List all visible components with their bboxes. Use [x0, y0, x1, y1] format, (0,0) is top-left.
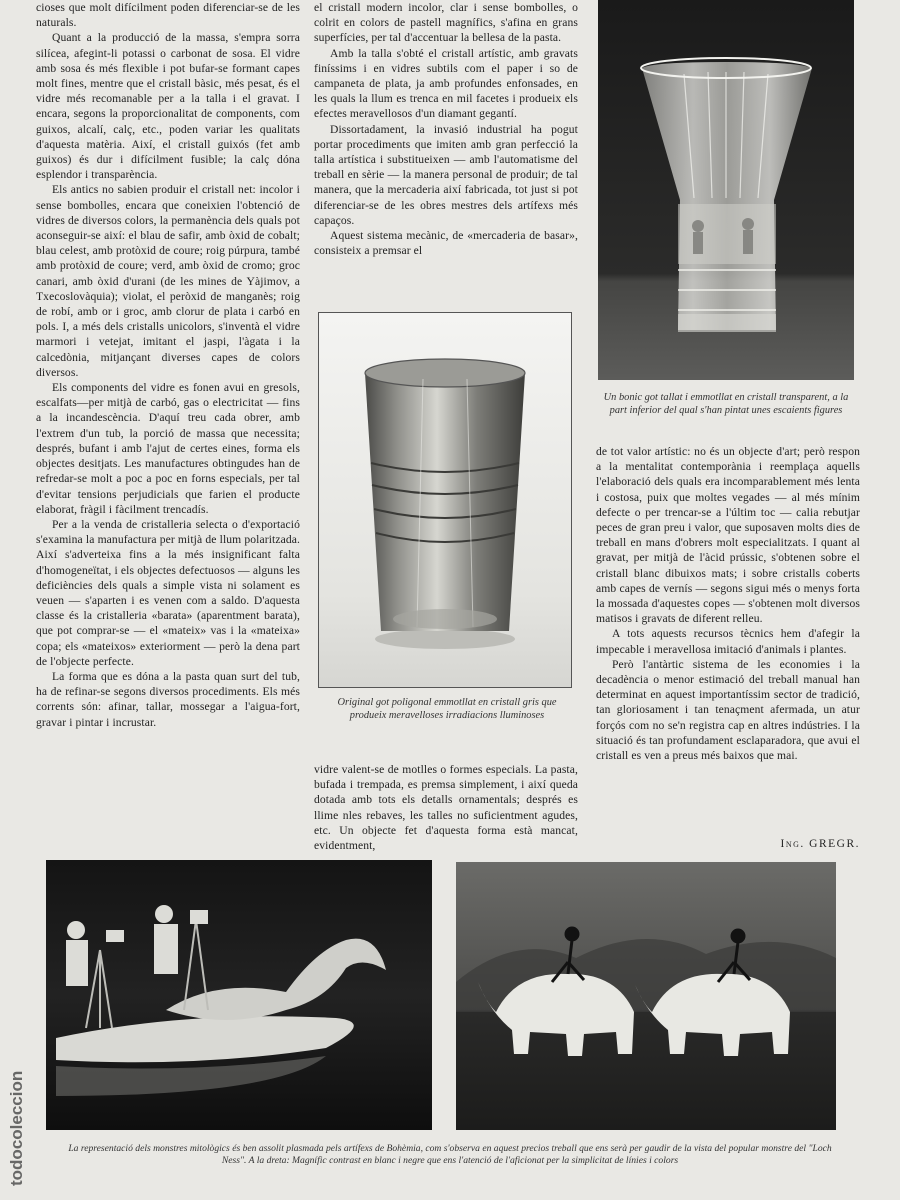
photo-cut-glass-vase: [598, 0, 854, 380]
author-signature: Ing. GREGR.: [780, 838, 860, 850]
paragraph: Per a la venda de cristalleria selecta o d'exportació s'examina la manufactura per mitjà de llum polaritzada. Així s'adverteixa fins a la més insignificant falta d'homogeneïtat, i els objectes defectuosos — alguns les deficiències dels quals a simple vista ni solament es veuen — s'aparten i es venen com a saldo. D'aquesta classe és la cristalleria «barata» (aparentment barata), que pot comprar-se — el «mateix» vas i la «mateixa» copa; els «mateixos» exteriorment — però la dena part de l'objecte perfecte.: [36, 517, 300, 668]
paragraph: Aquest sistema mecànic, de «mercaderia de basar», consisteix a premsar el: [314, 229, 578, 258]
photo-glass-elephants: [456, 862, 836, 1130]
paragraph: Amb la talla s'obté el cristall artístic, amb gravats finíssims i en vidres subtils com el paper i so de campaneta de plata, ja amb profundes enfonsades, en les quals la llum es trenca en mil facetes i produeix els efectes meravellosos d'un diamant gegantí.: [314, 46, 578, 121]
paragraph: de tot valor artístic: no és un objecte d'art; però respon a la mentalitat contemporània i reemplaça aquells l'elaboració dels quals era incomparablement més lenta i costosa, puix que moltes vegades — al més mínim defecte o per trencar-se a l'últim toc — calia rebutjar peces de gran preu i valor, que suposaven molts dies de treball en mans d'obrers molt especialitzats. I quant al gravat, per mitjà de l'àcid prússic, s'obtenen sobre el cristall blanc dibuixos mats; i sobre cristalls coberts amb capes de vernís — segons sigui més o menys forta la mossada d'aquestes copes — s'obtenen molt diversos matisos i gravats de diferent relleu.: [596, 445, 860, 626]
paragraph: vidre valent-se de motlles o formes especials. La pasta, bufada i trempada, es premsa simplement, i així queda dotada amb tots els detalls ornamentals; després es llime nles rebaves, les talles no suficientment agudes, etc. Un objecte fet d'aquesta forma està mancat, evidentment,: [314, 763, 578, 853]
paragraph: el cristall modern incolor, clar i sense bombolles, o colrit en colors de pastell magnífics, s'afina en grans superfícies, per tal d'accentuar la bellesa de la pasta.: [314, 1, 578, 45]
caption-polygonal-vase: Original got poligonal emmotllat en cristall gris que produeix meravelloses irradiacions lluminoses: [337, 697, 557, 721]
paragraph: Quant a la producció de la massa, s'empra sorra silícea, afegint-li potassi o carbonat de sosa. El vidre amb sosa és més flexible i pot bufar-se formant capes molt fines, mentre que el cristall bàsic, més pesat, és el vidre més recomanable per a la talla i el gravat. I encara, segons la proporcionalitat de components, com guixos, alcalí, calç, etc., poden variar les qualitats d'aquesta matèria. Així, el cristall guixós (fet amb guixos) és dur i difícilment fusible; la calç dóna esplendor i transparència.: [36, 31, 300, 182]
paragraph: Però l'antàrtic sistema de les economies i la decadència o menor estimació del treball manual han determinat en aquest importantíssim sector de tradició, tan gloriosament i tan tenaçment afermada, un atur forçós com no se'n registra cap en altres indústries. I la situació és tan profundament esclaparadora, que avui el cristall es ven a preus més baixos que mai.: [596, 657, 860, 763]
caption-cut-glass-vase: Un bonic got tallat i emmotllat en cristall transparent, a la part inferior del qual s'han pintat unes escaients figures: [603, 392, 849, 416]
caption-bottom-photos: La representació dels monstres mitològics és ben assolit plasmada pels artífexs de Bohèmia, com s'observa en aquest precios treball que ens serà per gaudir de la vista del popular monstre del "Loch Ness". A la dreta: Magnífic contrast en blanc i negre que ens l'atenció de l'aficionat per la simplicitat de línies i colors: [68, 1143, 832, 1166]
text-column-left: [36, 0, 300, 850]
paragraph: cioses que molt difícilment poden diferenciar-se de les naturals.: [36, 1, 300, 30]
paragraph: Els antics no sabien produir el cristall net: incolor i sense bombolles, encara que coneixien l'obtenció de vidres de diversos colors, la permanència dels quals pot aconseguir-se així: el blau de safir, amb òxid de cobalt; blau celest, amb protòxid de coure; roig púrpura, també amb protòxid de coure; verd, amb òxid de cromo; groc canari, amb òxid d'urani (de les mines de Yàjimov, a Txecoslovàquia); violat, el peròxid de manganès; roig de robí, amb or i groc, amb clorur de plata i carbó en pols. I, a més dels cristalls unicolors, s'inventà el vidre marmori i vetejat, imitant el jaspi, l'àgata i la calcedònia, mitjançant diverses capes de colors diversos.: [36, 183, 300, 379]
watermark-logo: [6, 1010, 28, 1190]
paragraph: Els components del vidre es fonen avui en gresols, escalfats—per mitjà de carbó, gas o electricitat — fins a la incandescència. D'aquí treu cada obrer, amb l'extrem d'un tub, la porció de massa que necessita; després, bufant i amb l'ajut de certes eines, forma els objectes desitjats. Les manufactures obtingudes han de refredar-se molt a poc a poc en forns especials, per tal d'evitar tensions perjudicials que farien el producte elaborat, fràgil i fàcilment trencadís.: [36, 381, 300, 516]
photo-glass-monster-filming: [46, 860, 432, 1130]
text-column-middle-top: [314, 0, 578, 298]
paragraph: Dissortadament, la invasió industrial ha pogut portar procediments que imiten amb gran perfecció la talla artística i substitueixen — amb l'automatisme del treball en sèrie — la manera personal de produir; de tal manera, que la mercaderia així fabricada, tot just si pot diferenciar-se de les obres mestres dels artífexs més capaços.: [314, 122, 578, 227]
paragraph: La forma que es dóna a la pasta quan surt del tub, ha de refinar-se segons diversos procediments. Els més corrents són: afinar, tallar, mossegar a l'aigua-fort, gravar i pintar i incrustar.: [36, 669, 300, 729]
svg-text:todocoleccion: todocoleccion: [7, 1070, 26, 1186]
text-column-right: [596, 444, 860, 834]
paragraph: A tots aquests recursos tècnics hem d'afegir la impecable i meravellosa imitació d'animals i plantes.: [596, 627, 860, 656]
text-column-middle-bottom: [314, 762, 578, 858]
photo-polygonal-vase: [318, 312, 572, 688]
